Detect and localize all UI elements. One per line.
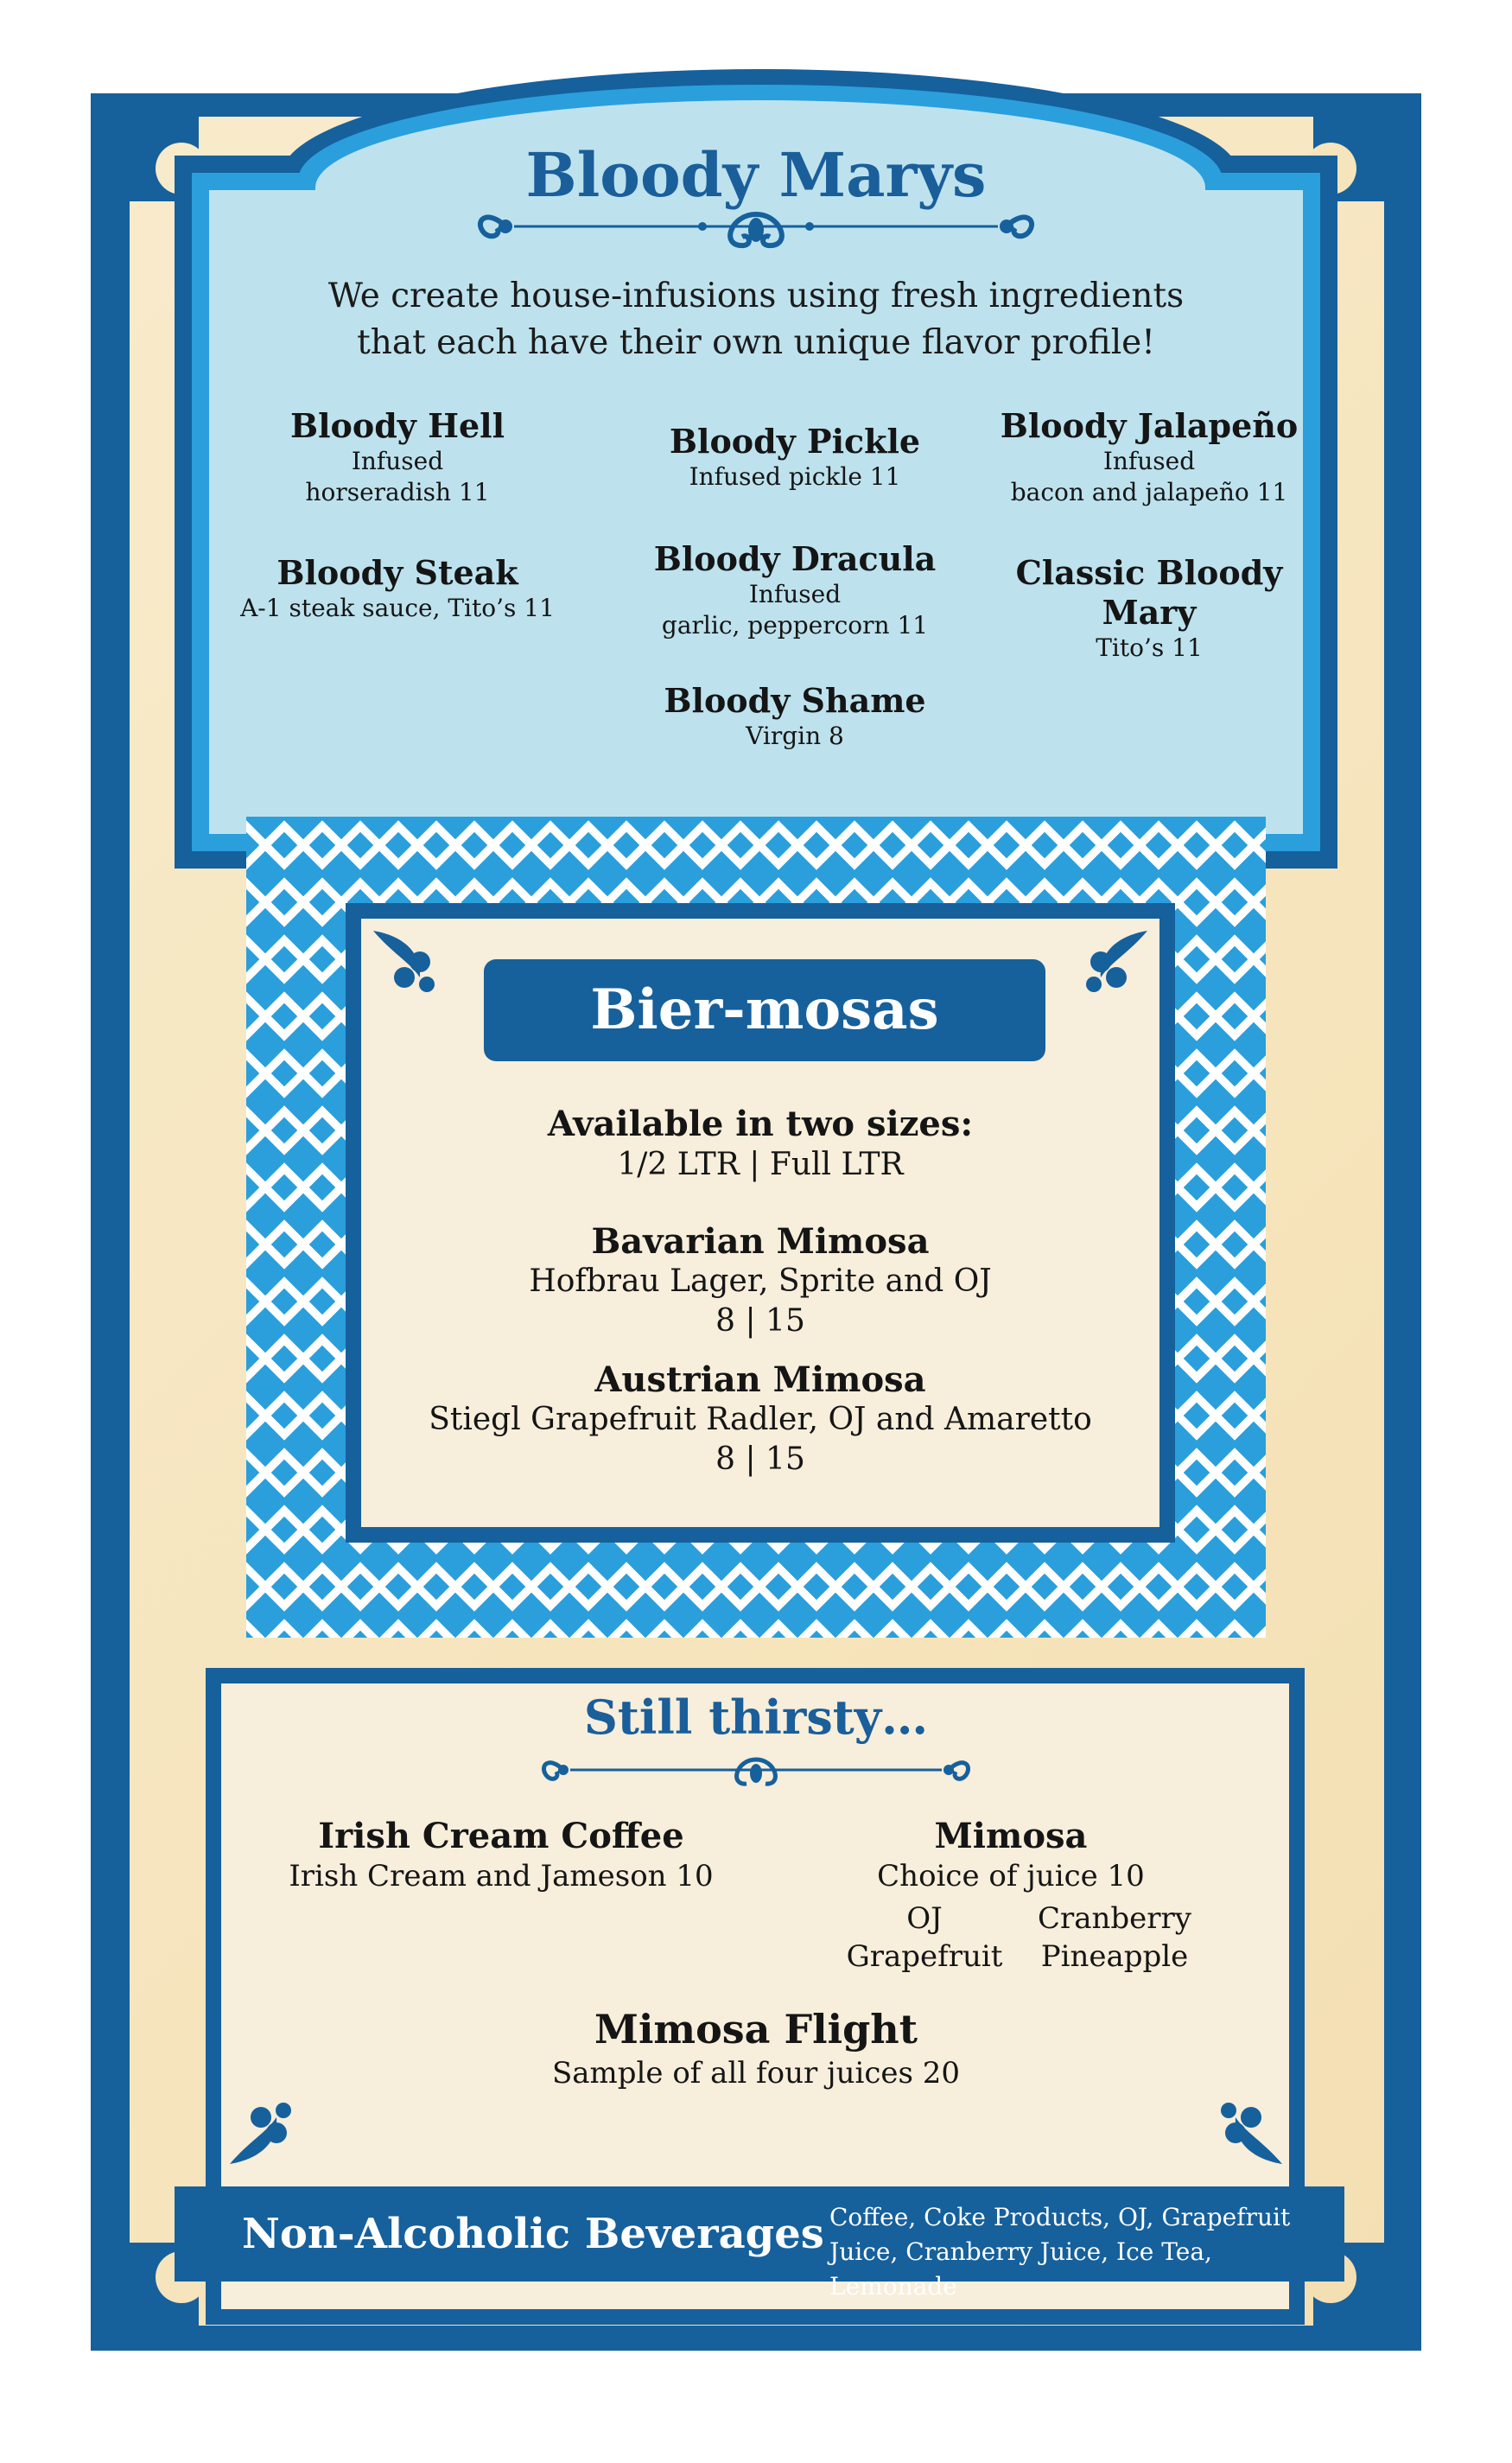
item-desc: Infused pickle 11 xyxy=(689,462,901,491)
juice-option: Pineapple xyxy=(1040,1939,1189,1974)
item-name: Mimosa Flight xyxy=(594,2006,918,2052)
item-desc: Sample of all four juices 20 xyxy=(551,2056,961,2091)
item-price: 8 | 15 xyxy=(715,1442,805,1477)
menu-item-bloody-pickle xyxy=(622,422,968,493)
sizes-info xyxy=(361,1104,1159,1186)
item-desc: Choice of juice 10 xyxy=(877,1859,1145,1893)
item-desc: Irish Cream and Jameson 10 xyxy=(289,1859,714,1893)
item-name: Bavarian Mimosa xyxy=(591,1221,930,1262)
item-price: 8 | 15 xyxy=(715,1303,805,1339)
fleur-corner-icon xyxy=(226,2081,313,2167)
still-thirsty-title: Still thirsty… xyxy=(583,1690,929,1745)
item-name: Bloody Shame xyxy=(664,681,926,720)
bloody-marys-intro xyxy=(295,273,1217,366)
menu-item-bloody-shame xyxy=(622,681,968,752)
menu-item-mimosa xyxy=(829,1817,1192,1896)
menu-item-irish-cream-coffee xyxy=(259,1817,743,1896)
non-alcoholic-line: Coffee, Coke Products, OJ, Grapefruit xyxy=(829,2203,1291,2231)
menu-item-bloody-dracula xyxy=(622,539,968,641)
menu-item-classic-bloody-mary xyxy=(985,553,1313,664)
juice-option: OJ xyxy=(906,1901,943,1936)
item-desc: Infused xyxy=(1102,447,1196,475)
item-desc: Hofbrau Lager, Sprite and OJ xyxy=(529,1263,992,1299)
item-name: Bloody Jalapeño xyxy=(1000,406,1299,445)
fleur-corner-icon xyxy=(1199,2081,1286,2167)
non-alcoholic-list xyxy=(829,2200,1331,2304)
item-name: Classic Bloody Mary xyxy=(1015,553,1283,632)
scroll-divider-icon xyxy=(536,1747,976,1796)
item-desc: A-1 steak sauce, Tito’s 11 xyxy=(240,594,555,622)
item-name: Bloody Steak xyxy=(276,553,518,592)
non-alcoholic-line: Juice, Cranberry Juice, Ice Tea, Lemonade xyxy=(829,2237,1212,2301)
item-name: Bloody Dracula xyxy=(653,539,937,578)
item-desc: Infused xyxy=(748,580,842,608)
intro-line: that each have their own unique flavor profile! xyxy=(357,323,1155,362)
menu-item-mimosa-flight xyxy=(484,2005,1028,2093)
scroll-divider-icon xyxy=(471,197,1041,259)
sizes-value: 1/2 LTR | Full LTR xyxy=(617,1147,904,1182)
item-desc: garlic, peppercorn 11 xyxy=(661,611,929,640)
menu-item-bloody-steak xyxy=(225,553,570,624)
item-desc: Virgin 8 xyxy=(746,722,844,750)
item-name: Irish Cream Coffee xyxy=(318,1816,684,1856)
item-name: Mimosa xyxy=(934,1816,1088,1856)
sizes-heading: Available in two sizes: xyxy=(547,1104,974,1144)
item-desc: horseradish 11 xyxy=(305,478,490,506)
item-desc: Tito’s 11 xyxy=(1096,633,1203,662)
item-desc: Stiegl Grapefruit Radler, OJ and Amaretto xyxy=(429,1402,1092,1437)
juice-option: Grapefruit xyxy=(846,1939,1003,1974)
item-name: Bloody Pickle xyxy=(669,422,921,461)
bloody-marys-title: Bloody Marys xyxy=(525,139,987,211)
fleur-corner-icon xyxy=(370,927,456,1014)
item-name: Bloody Hell xyxy=(289,406,505,445)
menu-item-bloody-hell xyxy=(225,406,570,508)
intro-line: We create house-infusions using fresh ingredients xyxy=(327,277,1185,315)
biermosas-title: Bier-mosas xyxy=(484,959,1045,1061)
fleur-corner-icon xyxy=(1064,927,1151,1014)
menu-item-austrian-mimosa xyxy=(361,1360,1159,1480)
menu-item-bavarian-mimosa xyxy=(361,1222,1159,1341)
item-desc: Infused xyxy=(351,447,444,475)
item-name: Austrian Mimosa xyxy=(594,1359,926,1400)
menu-item-bloody-jalapeno xyxy=(994,406,1305,508)
item-desc: bacon and jalapeño 11 xyxy=(1010,478,1288,506)
non-alcoholic-title: Non-Alcoholic Beverages xyxy=(242,2210,824,2258)
juice-option: Cranberry xyxy=(1037,1901,1192,1936)
